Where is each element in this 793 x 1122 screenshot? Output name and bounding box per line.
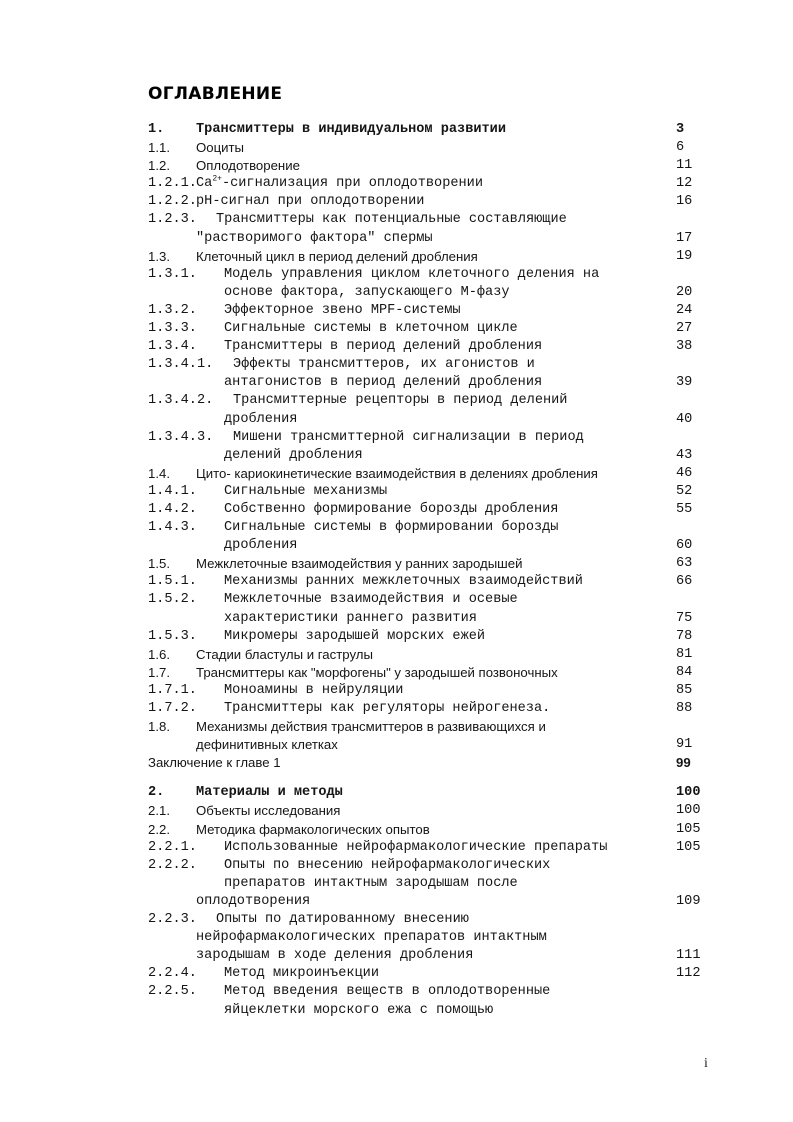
toc-entry-number: 1.5.3.: [148, 628, 197, 644]
toc-entry: [0, 447, 793, 465]
toc-entry-number: 1.3.: [148, 248, 170, 264]
toc-entry-title: дробления: [224, 538, 298, 554]
toc-entry-page: 38: [676, 339, 693, 355]
toc-entry-title: Сигнальные системы в клеточном цикле: [224, 321, 518, 337]
toc-entry-number: 2.1.: [148, 803, 170, 819]
toc-entry-number: 1.4.: [148, 465, 170, 481]
toc-entry-title: зародышам в ходе деления дробления: [196, 948, 474, 964]
toc-entry: [0, 628, 793, 646]
toc-entry-title: яйцеклетки морского ежа с помощью: [224, 1002, 494, 1018]
toc-entry-number: 1.3.2.: [148, 302, 197, 318]
toc-entry-title: Модель управления циклом клеточного деления на: [224, 266, 600, 282]
toc-entry-title: Сигнальные механизмы: [224, 483, 388, 499]
toc-entry: [0, 682, 793, 700]
toc-entry-title: Ооциты: [196, 140, 245, 156]
toc-entry-title-rest: -сигнализация при оплодотворении: [221, 176, 483, 192]
toc-entry: [0, 392, 793, 410]
toc-entry: [0, 157, 793, 175]
toc-entry: [0, 374, 793, 392]
toc-entry: [0, 965, 793, 983]
toc-entry-number: 1.3.4.3.: [148, 429, 214, 445]
toc-entry-title: Трансмиттерные рецепторы в период делений: [233, 393, 568, 409]
toc-entry-title: Клеточный цикл в период делений дробления: [196, 248, 478, 264]
toc-entry-title: Сигнальные системы в формировании борозды: [224, 520, 559, 536]
toc-entry: [0, 338, 793, 356]
toc-entry-number: 1.4.3.: [148, 520, 197, 536]
toc-entry-number: 1.1.: [148, 140, 170, 156]
toc-entry-page: 84: [676, 664, 693, 680]
toc-entry-page: 46: [676, 465, 693, 481]
toc-entry-page: 88: [676, 701, 693, 716]
toc-entry-page: 100: [676, 785, 701, 801]
toc-entry: [0, 519, 793, 537]
toc-entry-number: 1.4.2.: [148, 501, 197, 517]
toc-entry-number: 1.8.: [148, 719, 170, 735]
toc-entry-number: 1.7.2.: [148, 701, 197, 716]
toc-entry-title: Материалы и методы: [196, 785, 343, 801]
toc-entry: [0, 929, 793, 947]
toc-entry-page: 105: [676, 839, 701, 855]
toc-entry-page: 43: [676, 447, 693, 463]
toc-entry: [0, 230, 793, 248]
page-title: ОГЛАВЛЕНИЕ: [148, 84, 283, 104]
toc-entry: [0, 139, 793, 157]
toc-entry-title: Объекты исследования: [196, 803, 341, 819]
toc-entry: [0, 646, 793, 664]
toc-entry-title: Механизмы ранних межклеточных взаимодействий: [224, 574, 583, 590]
toc-entry-page: 91: [676, 737, 693, 753]
toc-entry-page: 66: [676, 574, 693, 590]
toc-entry-title: Опыты по датированному внесению: [216, 912, 469, 928]
toc-entry-title: препаратов интактным зародышам после: [224, 875, 518, 891]
toc-entry-page: 111: [676, 948, 701, 964]
toc-entry-page: 99: [676, 755, 691, 771]
toc-entry-number: 1.4.1.: [148, 483, 197, 499]
toc-entry-number: 1.3.3.: [148, 321, 197, 337]
toc-entry-page: 24: [676, 302, 693, 318]
toc-entry-title: основе фактора, запускающего М-фазу: [224, 284, 510, 300]
toc-entry: [0, 839, 793, 857]
toc-entry: [0, 555, 793, 573]
toc-entry-title: нейрофармакологических препаратов интактным: [196, 930, 547, 946]
toc-entry: [0, 193, 793, 211]
toc-entry-page: 3: [676, 122, 685, 137]
toc-entry-title: дробления: [224, 411, 298, 427]
toc-entry-page: 112: [676, 966, 701, 982]
toc-entry-number: 2.2.3.: [148, 912, 197, 928]
toc-entry-superscript: 2+: [212, 174, 222, 184]
toc-entry: [0, 784, 793, 802]
toc-entry-page: 11: [676, 158, 693, 174]
toc-entry-page: 52: [676, 483, 693, 499]
table-of-contents: [0, 121, 793, 1020]
toc-entry-title: "растворимого фактора" спермы: [196, 230, 433, 246]
toc-entry-page: 19: [676, 248, 693, 264]
toc-entry: [0, 610, 793, 628]
toc-entry: [0, 664, 793, 682]
toc-entry-number: 1.5.1.: [148, 574, 197, 590]
toc-entry-page: 40: [676, 411, 693, 427]
toc-entry-title: Трансмиттеры как регуляторы нейрогенеза.: [224, 701, 551, 716]
toc-entry: [0, 802, 793, 820]
toc-entry: [0, 121, 793, 139]
toc-entry: [0, 302, 793, 320]
toc-entry-page: 109: [676, 893, 701, 909]
toc-entry: [0, 754, 793, 772]
toc-entry-number: 1.2.: [148, 158, 170, 174]
toc-entry-page: 16: [676, 194, 693, 210]
toc-entry-page: 85: [676, 682, 693, 698]
toc-entry-title-prefix: Ca: [196, 176, 213, 192]
toc-entry-title: Оплодотворение: [196, 158, 300, 174]
toc-entry-number: 1.7.: [148, 664, 170, 680]
toc-entry-title: Цито- кариокинетические взаимодействия в делениях дробления: [196, 465, 598, 481]
toc-entry-page: 6: [676, 140, 685, 156]
toc-entry-title: Заключение к главе 1: [148, 755, 281, 771]
toc-entry: [0, 175, 793, 193]
toc-entry-title: Эффекторное звено MPF-системы: [224, 302, 461, 318]
toc-entry-title: Трансмиттеры как потенциальные составляющие: [216, 212, 567, 228]
toc-entry: [0, 911, 793, 929]
page-number: i: [704, 1056, 708, 1071]
toc-entry-page: 75: [676, 610, 693, 626]
toc-entry-number: 1.2.1.: [148, 176, 197, 192]
toc-entry: [0, 821, 793, 839]
toc-entry-page: 81: [676, 646, 693, 662]
toc-entry-number: 1.5.: [148, 556, 170, 572]
toc-entry-title: Метод микроинъекции: [224, 966, 379, 982]
toc-entry-page: 60: [676, 538, 693, 554]
toc-entry: [0, 947, 793, 965]
toc-entry-page: 55: [676, 501, 693, 517]
toc-entry: [0, 429, 793, 447]
toc-entry-number: 1.3.4.1.: [148, 357, 214, 373]
toc-entry-number: 2.2.5.: [148, 984, 197, 1000]
toc-entry-title: Эффекты трансмиттеров, их агонистов и: [233, 357, 535, 373]
toc-entry: [0, 718, 793, 736]
toc-entry-number: 2.2.: [148, 821, 170, 837]
toc-entry: [0, 501, 793, 519]
toc-entry: [0, 591, 793, 609]
toc-entry-title: Мишени трансмиттерной сигнализации в период: [233, 429, 584, 445]
toc-entry: [0, 875, 793, 893]
toc-entry-number: 1.7.1.: [148, 682, 197, 698]
toc-entry-title: Микромеры зародышей морских ежей: [224, 628, 486, 644]
toc-entry-page: 100: [676, 803, 701, 819]
toc-entry-page: 78: [676, 628, 693, 644]
toc-entry-title: [196, 175, 483, 193]
toc-entry-title: Механизмы действия трансмиттеров в развивающихся и: [196, 719, 546, 735]
toc-entry-number: 1.2.2.: [148, 194, 197, 210]
toc-entry-title: оплодотворения: [196, 893, 311, 909]
toc-entry-number: 2.2.4.: [148, 966, 197, 982]
toc-entry: [0, 284, 793, 302]
toc-entry: [0, 320, 793, 338]
toc-entry-title: Трансмиттеры как "морфогены" у зародышей позвоночных: [196, 664, 558, 680]
toc-entry-number: 2.2.2.: [148, 857, 197, 873]
toc-entry-title: pH-сигнал при оплодотворении: [196, 194, 425, 210]
toc-entry-page: 20: [676, 284, 693, 300]
toc-entry-page: 105: [676, 821, 701, 837]
toc-entry-number: 1.3.4.: [148, 339, 197, 355]
toc-entry: [0, 483, 793, 501]
toc-entry-title: антагонистов в период делений дробления: [224, 375, 543, 391]
toc-entry: [0, 983, 793, 1001]
toc-entry: [0, 266, 793, 284]
toc-entry-title: Собственно формирование борозды дробления: [224, 501, 559, 517]
toc-entry-title: Межклеточные взаимодействия и осевые: [224, 592, 518, 608]
toc-entry-number: 1.3.4.2.: [148, 393, 214, 409]
toc-entry-title: делений дробления: [224, 447, 363, 463]
toc-entry-title: Методика фармакологических опытов: [196, 821, 430, 837]
toc-entry-title: Метод введения веществ в оплодотворенные: [224, 984, 551, 1000]
toc-entry: [0, 465, 793, 483]
toc-entry-number: 1.5.2.: [148, 592, 197, 608]
toc-entry-page: 12: [676, 176, 693, 192]
toc-entry: [0, 537, 793, 555]
toc-entry: [0, 736, 793, 754]
toc-entry: [0, 248, 793, 266]
toc-entry-title: Стадии бластулы и гаструлы: [196, 646, 373, 662]
toc-entry: [0, 573, 793, 591]
toc-entry-number: 2.2.1.: [148, 839, 197, 855]
toc-entry-page: 39: [676, 375, 693, 391]
toc-entry-title: Межклеточные взаимодействия у ранних зародышей: [196, 556, 523, 572]
toc-entry-number: 2.: [148, 785, 165, 801]
toc-entry: [0, 211, 793, 229]
toc-entry-title: Моноамины в нейруляции: [224, 682, 404, 698]
toc-entry-title: дефинитивных клетках: [196, 737, 338, 753]
toc-entry-title: характеристики раннего развития: [224, 610, 477, 626]
toc-entry-number: 1.6.: [148, 646, 170, 662]
toc-entry-title: Использованные нейрофармакологические препараты: [224, 839, 608, 855]
toc-entry-number: 1.3.1.: [148, 266, 197, 282]
toc-entry: [0, 356, 793, 374]
toc-entry-title: Опыты по внесению нейрофармакологических: [224, 857, 551, 873]
toc-entry-number: 1.: [148, 122, 165, 137]
toc-entry: [0, 857, 793, 875]
toc-entry: [0, 893, 793, 911]
toc-entry: [0, 1002, 793, 1020]
toc-entry: [0, 411, 793, 429]
toc-entry-page: 63: [676, 556, 693, 572]
toc-entry: [0, 700, 793, 718]
toc-entry-page: 27: [676, 321, 693, 337]
toc-entry-number: 1.2.3.: [148, 212, 197, 228]
toc-entry-page: 17: [676, 230, 693, 246]
toc-entry-title: Трансмиттеры в индивидуальном развитии: [196, 122, 506, 137]
toc-entry-title: Трансмиттеры в период делений дробления: [224, 339, 543, 355]
